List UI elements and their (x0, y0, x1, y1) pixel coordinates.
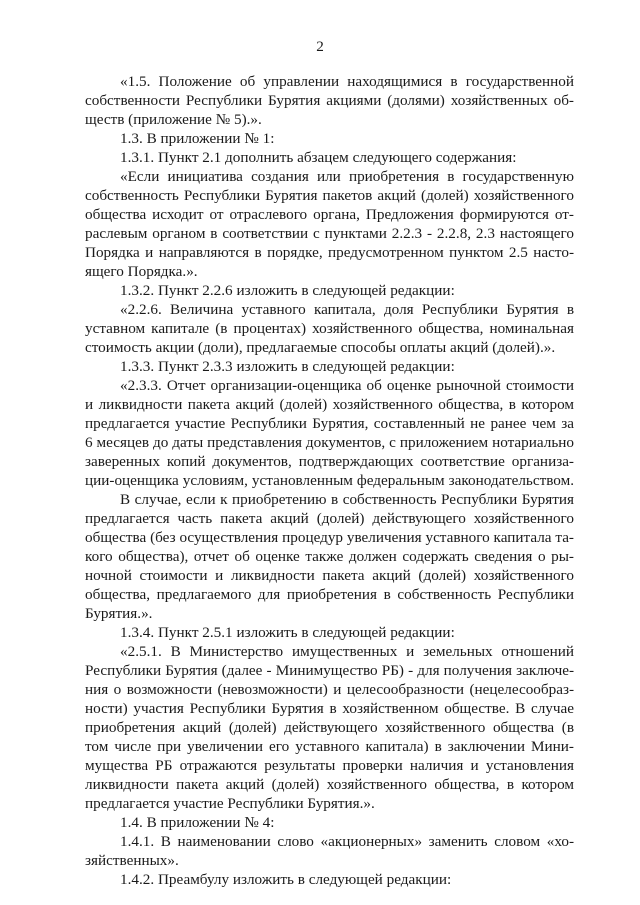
text-line: «1.5. Положение об управлении находящимися в государственной (120, 73, 574, 90)
text-line: 1.3.1. Пункт 2.1 дополнить абзацем следующего содержания: (120, 149, 517, 166)
text-line: «2.2.6. Величина уставного капитала, доля Республики Бурятия в (120, 301, 574, 318)
text-line: ции-оценщика условиям, установленным федеральным законодательством. (85, 472, 574, 489)
text-line: «2.3.3. Отчет организации-оценщика об оценке рыночной стоимости (120, 377, 574, 394)
text-line: общества исходит от отраслевого органа, Предложения формируются от- (85, 206, 574, 223)
text-line: 1.4.1. В наименовании слово «акционерных» заменить словом «хо- (120, 833, 574, 850)
text-line: ликвидности пакета акций (долей) хозяйственного общества, в котором (85, 776, 574, 793)
text-line: предлагается участие Республики Бурятия, составленный не ранее чем за (85, 415, 574, 432)
text-line: Республики Бурятия (далее - Минимущество РБ) - для получения заключе- (85, 662, 574, 679)
text-line: Бурятия.». (85, 605, 153, 622)
text-line: стоимость акции (доли), предлагаемые способы оплаты акций (долей).». (85, 339, 556, 356)
text-line: «Если инициатива создания или приобретения в государственную (120, 168, 574, 185)
text-line: 1.3. В приложении № 1: (120, 130, 275, 147)
text-line: общества, предлагаемого для приобретения в собственность Республики (85, 586, 574, 603)
text-line: кого общества), отчет об оценке также должен содержать сведения о ры- (85, 548, 574, 565)
text-line: В случае, если к приобретению в собственность Республики Бурятия (120, 491, 574, 508)
page-number: 2 (316, 38, 324, 55)
text-line: уставном капитале (в процентах) хозяйственного общества, номинальная (85, 320, 574, 337)
text-line: общества (без осуществления процедур увеличения уставного капитала та- (85, 529, 574, 546)
text-line: собственность Республики Бурятия пакетов акций (долей) хозяйственного (85, 187, 574, 204)
text-line: том числе при увеличении его уставного капитала) в заключении Мини- (85, 738, 574, 755)
text-line: ности) участия Республики Бурятия в хозяйственном обществе. В случае (85, 700, 574, 717)
text-line: 1.4.2. Преамбулу изложить в следующей редакции: (120, 871, 452, 888)
text-line: «2.5.1. В Министерство имущественных и земельных отношений (120, 643, 574, 660)
text-line: 1.4. В приложении № 4: (120, 814, 275, 831)
text-line: предлагается часть пакета акций (долей) действующего хозяйственного (85, 510, 574, 527)
text-line: 1.3.3. Пункт 2.3.3 изложить в следующей редакции: (120, 358, 455, 375)
text-line: мущества РБ отражаются результаты проверки наличия и установления (85, 757, 574, 774)
text-line: 6 месяцев до даты представления документов, с приложением нотариально (85, 434, 574, 451)
text-line: приобретения акций (долей) действующего хозяйственного общества (в (85, 719, 574, 736)
text-line: ночной стоимости и ликвидности пакета акций (долей) хозяйственного (85, 567, 574, 584)
text-line: зяйственных». (85, 852, 179, 869)
text-line: 1.3.2. Пункт 2.2.6 изложить в следующей редакции: (120, 282, 455, 299)
text-line: предлагается участие Республики Бурятия.». (85, 795, 375, 812)
text-line: собственности Республики Бурятия акциями (долями) хозяйственных об- (85, 92, 574, 109)
text-line: раслевым органом в соответствии с пунктами 2.2.3 - 2.2.8, 2.3 настоящего (85, 225, 574, 242)
text-line: и ликвидности пакета акций (долей) хозяйственного общества, в котором (85, 396, 574, 413)
text-line: 1.3.4. Пункт 2.5.1 изложить в следующей редакции: (120, 624, 455, 641)
text-line: заверенных копий документов, подтверждающих соответствие организа- (85, 453, 574, 470)
text-line: ществ (приложение № 5).». (85, 111, 262, 128)
text-line: Порядка и направляются в порядке, предусмотренном пунктом 2.5 насто- (85, 244, 574, 261)
text-line: ящего Порядка.». (85, 263, 198, 280)
text-line: ния о возможности (невозможности) и целесообразности (нецелесообраз- (85, 681, 574, 698)
